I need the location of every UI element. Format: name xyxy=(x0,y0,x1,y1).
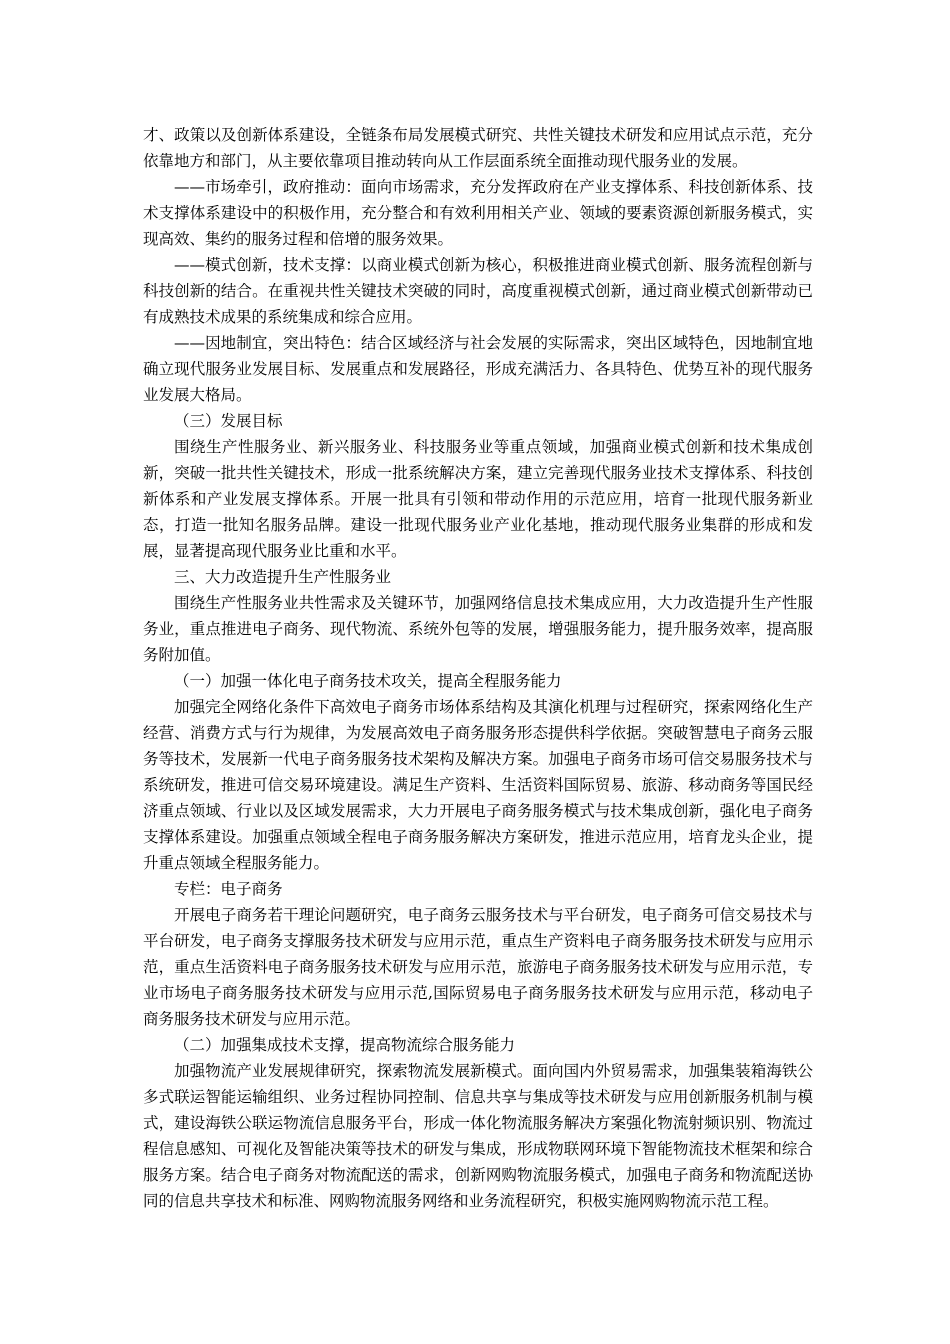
body-paragraph: 开展电子商务若干理论问题研究，电子商务云服务技术与平台研发，电子商务可信交易技术与平台研发，电子商务支撑服务技术研发与应用示范，重点生产资料电子商务服务技术研发与应用示范，重点生活资料电子商务服务技术研发与应用示范，旅游电子商务服务技术研发与应用示范，专业市场电子商务服务技术研发与应用示范,国际贸易电子商务服务技术研发与应用示范，移动电子商务服务技术研发与应用示范。 xyxy=(143,906,813,1028)
document-body xyxy=(143,122,813,1214)
body-paragraph: 才、政策以及创新体系建设，全链条布局发展模式研究、共性关键技术研发和应用试点示范，充分依靠地方和部门，从主要依靠项目推动转向从工作层面系统全面推动现代服务业的发展。 xyxy=(143,126,813,170)
body-paragraph: 加强物流产业发展规律研究，探索物流发展新模式。面向国内外贸易需求，加强集装箱海铁公多式联运智能运输组织、业务过程协同控制、信息共享与集成等技术研发与应用创新服务机制与模式，建设海铁公联运物流信息服务平台，形成一体化物流服务解决方案强化物流射频识别、物流过程信息感知、可视化及智能决策等技术的研发与集成，形成物联网环境下智能物流技术框架和综合服务方案。结合电子商务对物流配送的需求，创新网购物流服务模式，加强电子商务和物流配送协同的信息共享技术和标准、网购物流服务网络和业务流程研究，积极实施网购物流示范工程。 xyxy=(143,1062,813,1210)
column-heading-ecommerce: 专栏：电子商务 xyxy=(174,880,283,898)
subsection-heading-logistics: （二）加强集成技术支撑，提高物流综合服务能力 xyxy=(174,1036,516,1054)
body-paragraph: 加强完全网络化条件下高效电子商务市场体系结构及其演化机理与过程研究，探索网络化生产经营、消费方式与行为规律，为发展高效电子商务服务形态提供科学依据。突破智慧电子商务云服务等技术，发展新一代电子商务服务技术架构及解决方案。加强电子商务市场可信交易服务技术与系统研发，推进可信交易环境建设。满足生产资料、生活资料国际贸易、旅游、移动商务等国民经济重点领域、行业以及区域发展需求，大力开展电子商务服务模式与技术集成创新，强化电子商务支撑体系建设。加强重点领域全程电子商务服务解决方案研发，推进示范应用，培育龙头企业，提升重点领域全程服务能力。 xyxy=(143,698,813,872)
subsection-heading-ecommerce: （一）加强一体化电子商务技术攻关，提高全程服务能力 xyxy=(174,672,562,690)
body-paragraph: 围绕生产性服务业共性需求及关键环节，加强网络信息技术集成应用，大力改造提升生产性服务业，重点推进电子商务、现代物流、系统外包等的发展，增强服务能力，提升服务效率，提高服务附加值。 xyxy=(143,594,813,664)
principle-market-driven: ——市场牵引，政府推动：面向市场需求，充分发挥政府在产业支撑体系、科技创新体系、技术支撑体系建设中的积极作用，充分整合和有效利用相关产业、领域的要素资源创新服务模式，实现高效、集约的服务过程和倍增的服务效果。 xyxy=(143,178,813,248)
principle-local-conditions: ——因地制宜，突出特色：结合区域经济与社会发展的实际需求，突出区域特色，因地制宜地确立现代服务业发展目标、发展重点和发展路径，形成充满活力、各具特色、优势互补的现代服务业发展大格局。 xyxy=(143,334,813,404)
body-paragraph: 围绕生产性服务业、新兴服务业、科技服务业等重点领域，加强商业模式创新和技术集成创新，突破一批共性关键技术，形成一批系统解决方案，建立完善现代服务业技术支撑体系、科技创新体系和产业发展支撑体系。开展一批具有引领和带动作用的示范应用，培育一批现代服务新业态，打造一批知名服务品牌。建设一批现代服务业产业化基地，推动现代服务业集群的形成和发展，显著提高现代服务业比重和水平。 xyxy=(143,438,813,560)
principle-model-innovation: ——模式创新，技术支撑：以商业模式创新为核心，积极推进商业模式创新、服务流程创新与科技创新的结合。在重视共性关键技术突破的同时，高度重视模式创新，通过商业模式创新带动已有成熟技术成果的系统集成和综合应用。 xyxy=(143,256,813,326)
section-heading-development-goals: （三）发展目标 xyxy=(174,412,283,430)
section-heading-producer-services: 三、大力改造提升生产性服务业 xyxy=(174,568,392,586)
